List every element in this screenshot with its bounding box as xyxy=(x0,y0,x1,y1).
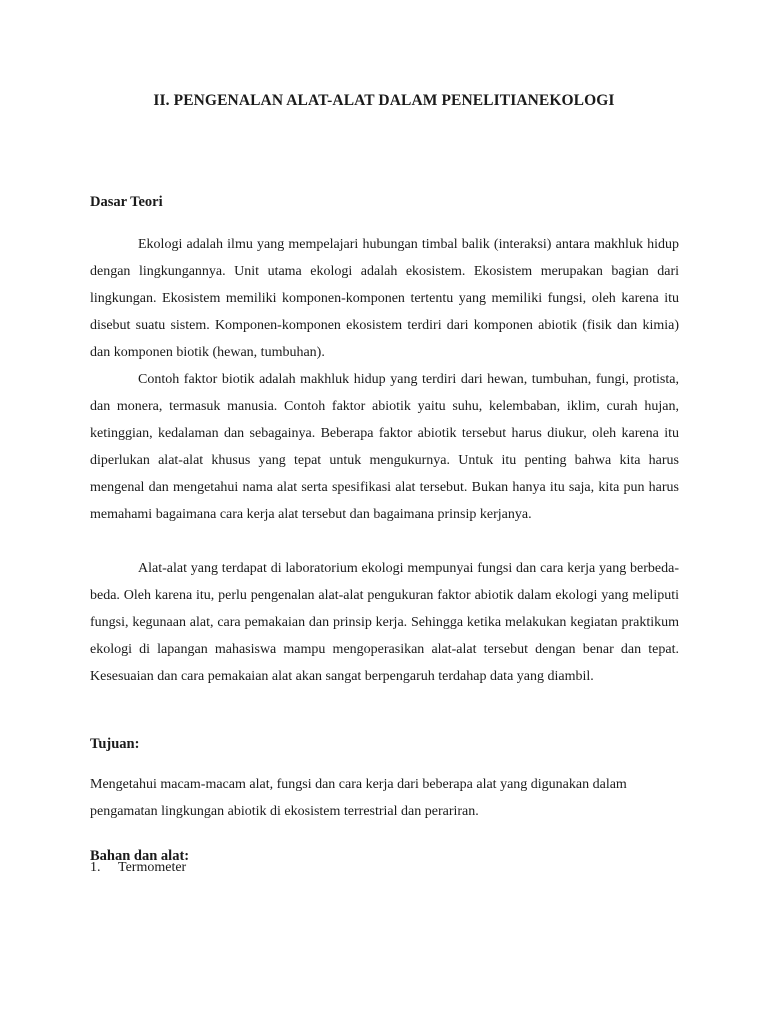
heading-tujuan: Tujuan: xyxy=(90,736,140,752)
heading-dasar-teori: Dasar Teori xyxy=(90,194,163,210)
paragraph-alat-laboratorium: Alat-alat yang terdapat di laboratorium ekologi mempunyai fungsi dan cara kerja yang berbeda-beda. Oleh karena itu, perlu pengenalan alat-alat pengukuran faktor abiotik dalam ekologi yang meliputi fungsi, kegunaan alat, cara pemakaian dan prinsip kerja. Sehingga ketika melakukan kegiatan praktikum ekologi di lapangan mahasiswa mampu mengoperasikan alat-alat tersebut dengan benar dan tepat. Kesesuaian dan cara pemakaian alat akan sangat berpengaruh terdahap data yang diambil. xyxy=(90,561,679,684)
heading-bahan-alat: Bahan dan alat: xyxy=(90,848,190,864)
paragraph-tujuan: Mengetahui macam-macam alat, fungsi dan cara kerja dari beberapa alat yang digunakan dalam pengamatan lingkungan abiotik di ekosistem terrestrial dan perariran. xyxy=(90,777,627,819)
paragraph-faktor-biotik: Contoh faktor biotik adalah makhluk hidup yang terdiri dari hewan, tumbuhan, fungi, protista, dan monera, termasuk manusia. Contoh faktor abiotik yaitu suhu, kelembaban, iklim, curah hujan, ketinggian, kedalaman dan sebagainya. Beberapa faktor abiotik tersebut harus diukur, oleh karena itu diperlukan alat-alat khusus yang tepat untuk mengukurnya. Untuk itu penting bahwa kita harus mengenal dan mengetahui nama alat serta spesifikasi alat tersebut. Bukan hanya itu saja, kita pun harus memahami bagaimana cara kerja alat tersebut dan bagaimana prinsip kerjanya. xyxy=(90,372,679,522)
list-item-number: 1. xyxy=(90,860,101,875)
document-title: II. PENGENALAN ALAT-ALAT DALAM PENELITIANEKOLOGI xyxy=(153,92,615,109)
paragraph-ekologi: Ekologi adalah ilmu yang mempelajari hubungan timbal balik (interaksi) antara makhluk hidup dengan lingkungannya. Unit utama ekologi adalah ekosistem. Ekosistem merupakan bagian dari lingkungan. Ekosistem memiliki komponen-komponen tertentu yang memiliki fungsi, oleh karena itu disebut suatu sistem. Komponen-komponen ekosistem terdiri dari komponen abiotik (fisik dan kimia) dan komponen biotik (hewan, tumbuhan). xyxy=(90,237,679,360)
list-item xyxy=(90,860,186,876)
list-item-label: Termometer xyxy=(118,860,187,875)
